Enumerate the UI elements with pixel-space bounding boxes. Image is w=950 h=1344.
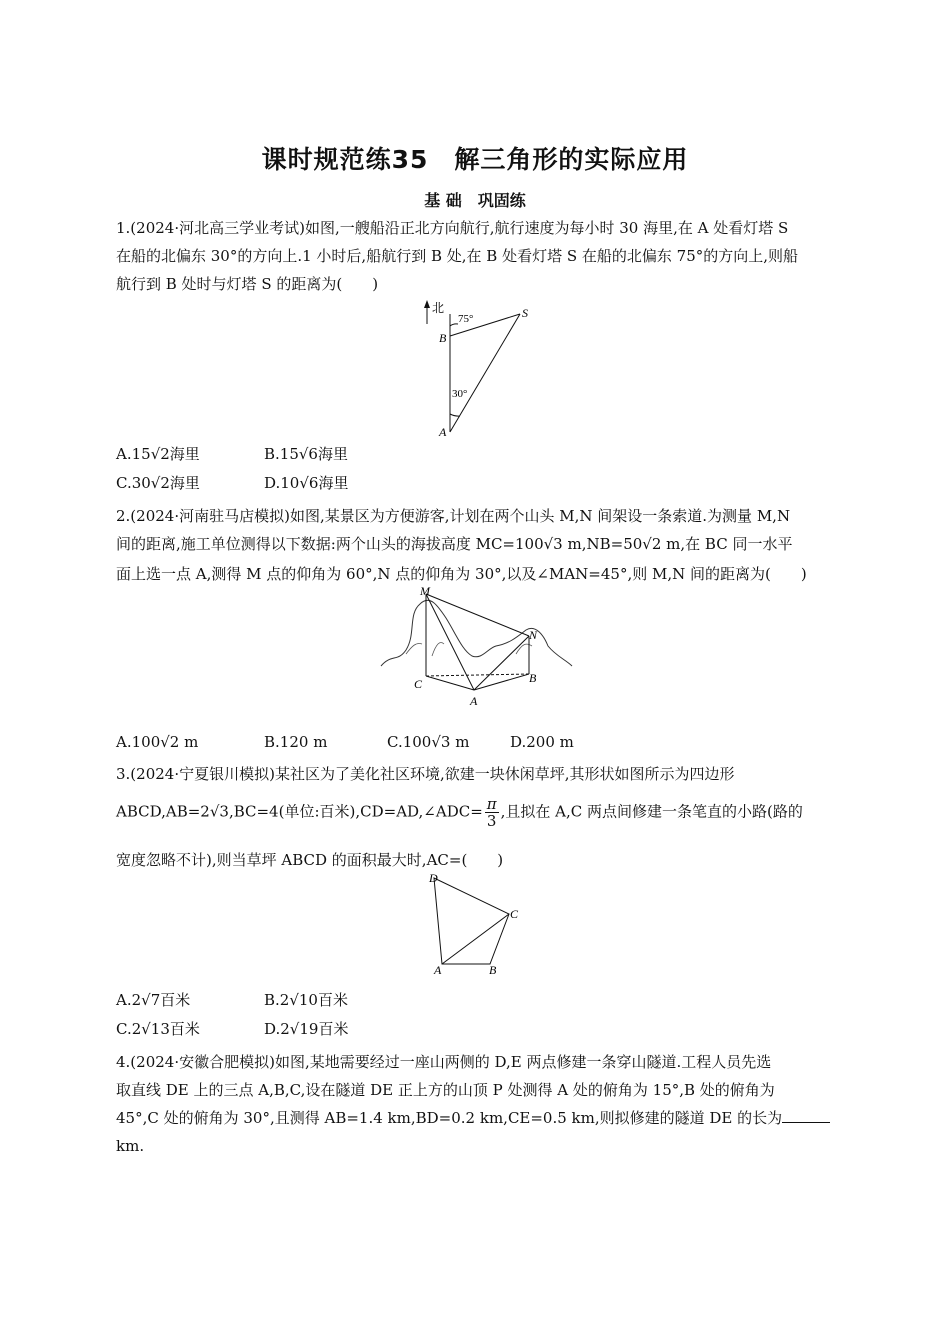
angle-75-arc <box>450 324 458 326</box>
q3-option-a[interactable]: A.2√7百米 <box>116 991 191 1009</box>
q4-line-2: 取直线 DE 上的三点 A,B,C,设在隧道 DE 正上方的山顶 P 处测得 A 处的俯角为 15°,B 处的俯角为 <box>116 1081 775 1099</box>
q3-option-d[interactable]: D.2√19百米 <box>264 1020 349 1038</box>
q2-point-b: B <box>529 671 537 685</box>
q1-line-1: 1.(2024·河北高三学业考试)如图,一艘船沿正北方向航行,航行速度为每小时 30 海里,在 A 处看灯塔 S <box>116 219 789 237</box>
q1-option-c[interactable]: C.30√2海里 <box>116 474 200 492</box>
q1-angle-30: 30° <box>452 388 468 400</box>
ca-line <box>426 676 474 690</box>
q2-line-1: 2.(2024·河南驻马店模拟)如图,某景区为方便游客,计划在两个山头 M,N 间架设一条索道.为测量 M,N <box>116 507 791 525</box>
q1-option-a[interactable]: A.15√2海里 <box>116 445 200 463</box>
q2-point-c: C <box>414 677 423 691</box>
q1-north-label: 北 <box>432 301 445 315</box>
ac-line <box>442 914 509 964</box>
q3-fraction-denominator: 3 <box>486 812 497 830</box>
q2-point-n: N <box>529 628 538 642</box>
q2-figure <box>376 584 576 710</box>
q2-option-c[interactable]: C.100√3 m <box>387 733 470 751</box>
q1-point-b: B <box>439 331 447 345</box>
q3-fraction <box>485 796 499 829</box>
page-title: 课时规范练35 解三角形的实际应用 <box>261 145 689 174</box>
q3-line-2 <box>116 796 836 829</box>
q1-point-a: A <box>439 425 447 439</box>
q2-point-a: A <box>470 694 478 708</box>
mn-line <box>426 594 529 636</box>
q3-figure <box>424 868 534 980</box>
q3-point-b: B <box>489 963 497 977</box>
q1-option-b[interactable]: B.15√6海里 <box>264 445 348 463</box>
quadrilateral-abcd <box>434 878 509 964</box>
q3-line-2-part-b: ,且拟在 A,C 两点间修建一条笔直的小路(路的 <box>500 802 803 821</box>
mountain-outline <box>381 600 572 666</box>
angle-30-arc <box>450 414 460 416</box>
q2-point-m: M <box>420 584 430 598</box>
cb-dashed-line <box>426 674 529 676</box>
q3-fraction-numerator: π <box>486 795 497 813</box>
q3-point-d: D <box>429 871 438 885</box>
q1-point-s: S <box>522 306 528 320</box>
as-line <box>450 314 520 432</box>
q2-option-b[interactable]: B.120 m <box>264 733 328 751</box>
arrowhead-icon <box>424 300 430 308</box>
q3-point-c: C <box>510 907 519 921</box>
q2-option-a[interactable]: A.100√2 m <box>116 733 199 751</box>
q1-figure <box>410 298 550 440</box>
q4-line-3 <box>116 1104 836 1132</box>
q1-angle-75: 75° <box>458 313 474 325</box>
q4-line-4: km. <box>116 1137 145 1155</box>
q3-option-c[interactable]: C.2√13百米 <box>116 1020 200 1038</box>
q3-line-1: 3.(2024·宁夏银川模拟)某社区为了美化社区环境,欲建一块休闲草坪,其形状如图所示为四边形 <box>116 765 735 783</box>
q1-line-3: 航行到 B 处时与灯塔 S 的距离为( ) <box>116 275 379 293</box>
q3-line-2-part-a: ABCD,AB=2√3,BC=4(单位:百米),CD=AD,∠ADC= <box>116 802 483 821</box>
q1-option-d[interactable]: D.10√6海里 <box>264 474 349 492</box>
q4-line-1: 4.(2024·安徽合肥模拟)如图,某地需要经过一座山两侧的 D,E 两点修建一条穿山隧道.工程人员先选 <box>116 1053 772 1071</box>
q2-line-3: 面上选一点 A,测得 M 点的仰角为 60°,N 点的仰角为 30°,以及∠MAN=45°,则 M,N 间的距离为( ) <box>116 565 807 583</box>
q3-point-a: A <box>434 963 442 977</box>
q3-option-b[interactable]: B.2√10百米 <box>264 991 348 1009</box>
section-heading: 基 础 巩固练 <box>424 191 526 210</box>
q4-line-3-text: 45°,C 处的俯角为 30°,且测得 AB=1.4 km,BD=0.2 km,CE=0.5 km,则拟修建的隧道 DE 的长为 <box>116 1109 783 1127</box>
q2-option-d[interactable]: D.200 m <box>510 733 574 751</box>
q2-line-2: 间的距离,施工单位测得以下数据:两个山头的海拔高度 MC=100√3 m,NB=50√2 m,在 BC 同一水平 <box>116 535 793 553</box>
q3-line-3: 宽度忽略不计),则当草坪 ABCD 的面积最大时,AC=( ) <box>116 851 504 869</box>
q4-answer-blank[interactable] <box>782 1106 830 1123</box>
q1-line-2: 在船的北偏东 30°的方向上.1 小时后,船航行到 B 处,在 B 处看灯塔 S 在船的北偏东 75°的方向上,则船 <box>116 247 799 265</box>
